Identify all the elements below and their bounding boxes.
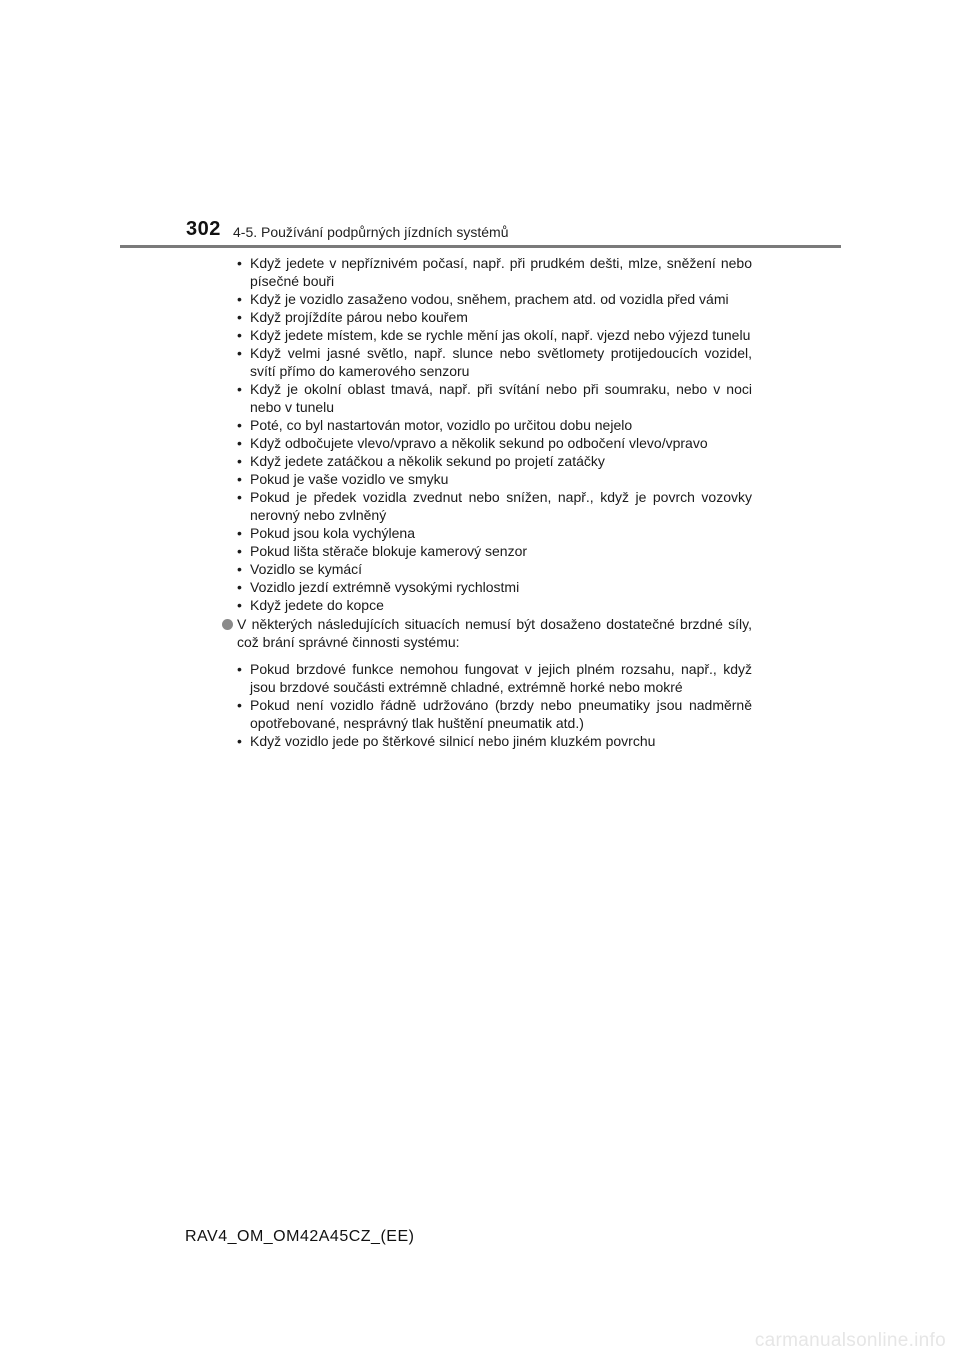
braking-conditions-list xyxy=(222,660,752,750)
list-item: • Vozidlo se kymácí xyxy=(237,561,363,577)
list-item: • Když jedete v nepříznivém počasí, např. při prudkém dešti, mlze, sněžení nebo písečné bouři xyxy=(237,255,752,289)
watermark: carmanualsonline.info xyxy=(754,1330,946,1351)
page-content xyxy=(222,254,752,750)
bullet-icon: • xyxy=(237,697,242,713)
bullet-icon: • xyxy=(237,327,242,343)
list-item: • Když projíždíte párou nebo kouřem xyxy=(237,309,468,325)
bullet-icon: • xyxy=(237,309,242,325)
list-item: • Pokud lišta stěrače blokuje kamerový senzor xyxy=(237,543,528,559)
list-item: • Poté, co byl nastartován motor, vozidlo po určitou dobu nejelo xyxy=(237,417,633,433)
bullet-icon: • xyxy=(237,453,242,469)
list-item: • Když jedete místem, kde se rychle mění jas okolí, např. vjezd nebo výjezd tunelu xyxy=(237,327,751,343)
list-item: • Když je okolní oblast tmavá, např. při svítání nebo při soumraku, nebo v noci nebo v tunelu xyxy=(237,381,752,415)
bullet-icon: • xyxy=(237,345,242,361)
page-number: 302 xyxy=(186,218,221,240)
list-item: • Pokud jsou kola vychýlena xyxy=(237,525,415,541)
list-item: • Když jedete do kopce xyxy=(237,597,384,613)
bullet-icon: • xyxy=(237,381,242,397)
bullet-icon: • xyxy=(237,733,242,749)
list-item: • Vozidlo jezdí extrémně vysokými rychlostmi xyxy=(237,579,520,595)
bullet-icon: • xyxy=(237,255,242,271)
bullet-icon: • xyxy=(237,291,242,307)
bullet-icon: • xyxy=(237,579,242,595)
list-item: • Když je vozidlo zasaženo vodou, sněhem, prachem atd. od vozidla před vámi xyxy=(237,291,729,307)
list-item: • Když odbočujete vlevo/vpravo a několik sekund po odbočení vlevo/vpravo xyxy=(237,435,708,451)
list-item: • Když velmi jasné světlo, např. slunce nebo světlomety protijedoucích vozidel, svítí přímo do kamerového senzoru xyxy=(237,345,752,379)
circle-bullet-icon xyxy=(222,619,233,630)
list-item: • Pokud brzdové funkce nemohou fungovat v jejich plném rozsahu, např., když jsou brzdové součásti extrémně chladné, extrémně horké nebo mokré xyxy=(237,661,752,695)
bullet-icon: • xyxy=(237,417,242,433)
bullet-icon: • xyxy=(237,489,242,505)
conditions-list xyxy=(222,254,752,614)
manual-code: RAV4_OM_OM42A45CZ_(EE) xyxy=(185,1228,415,1245)
bullet-icon: • xyxy=(237,435,242,451)
list-item: • Když vozidlo jede po štěrkové silnicí nebo jiném kluzkém povrchu xyxy=(237,733,656,749)
bullet-icon: • xyxy=(237,525,242,541)
note-text: V některých následujících situacích nemusí být dosaženo dostatečné brzdné síly, což brání správné činnosti systému: xyxy=(237,616,752,650)
list-item: • Pokud je předek vozidla zvednut nebo snížen, např., když je povrch vozovky nerovný nebo zvlněný xyxy=(237,489,752,523)
list-item: • Když jedete zatáčkou a několik sekund po projetí zatáčky xyxy=(237,453,605,469)
bullet-icon: • xyxy=(237,543,242,559)
bullet-icon: • xyxy=(237,597,242,613)
list-item: • Pokud je vaše vozidlo ve smyku xyxy=(237,471,449,487)
bullet-icon: • xyxy=(237,471,242,487)
note-paragraph xyxy=(222,615,752,651)
bullet-icon: • xyxy=(237,661,242,677)
list-item: • Pokud není vozidlo řádně udržováno (brzdy nebo pneumatiky jsou nadměrně opotřebované, nesprávný tlak huštění pneumatik atd.) xyxy=(237,697,752,731)
section-title: 4-5. Používání podpůrných jízdních systémů xyxy=(233,224,509,240)
bullet-icon: • xyxy=(237,561,242,577)
header-rule xyxy=(120,245,841,248)
